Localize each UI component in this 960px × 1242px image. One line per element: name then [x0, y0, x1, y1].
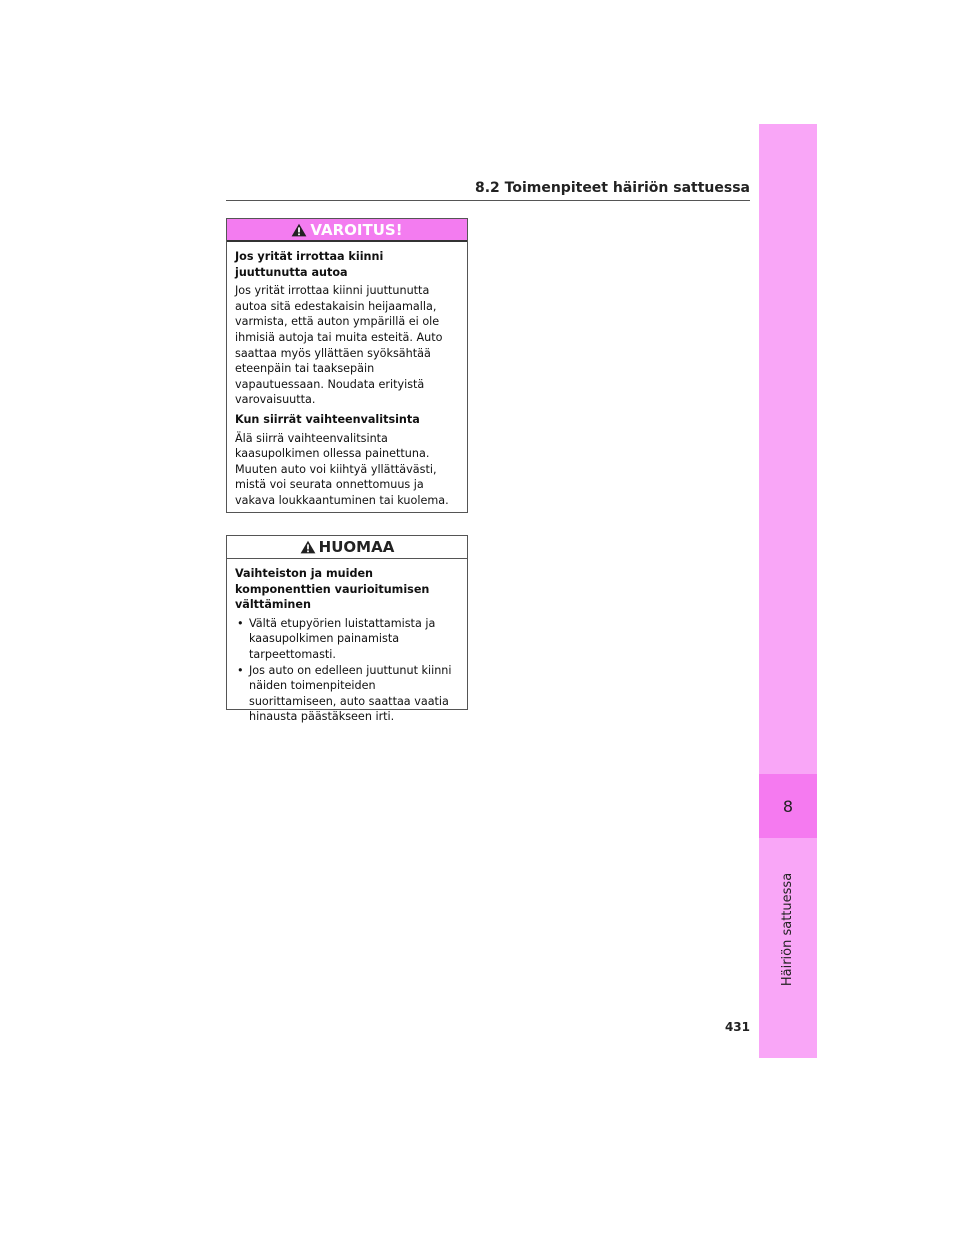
warning-header — [227, 219, 467, 242]
warning-title: VAROITUS! — [310, 220, 403, 239]
warning-text-shift: Älä siirrä vaihteenvalitsinta kaasupolkimen ollessa painettuna. Muuten auto voi kiihtyä yllättävästi, mistä voi seurata onnettomuus ja vakava loukkaantuminen tai kuolema. — [235, 431, 449, 507]
warning-heading-stuck: Jos yrität irrottaa kiinni juuttunutta autoa — [235, 250, 384, 279]
warning-heading-shift: Kun siirrät vaihteenvalitsinta — [235, 412, 420, 426]
warning-box — [226, 218, 468, 513]
notice-body — [227, 559, 467, 725]
chapter-title-container — [759, 849, 817, 1009]
notice-heading: Vaihteiston ja muiden komponenttien vaurioitumisen välttäminen — [235, 567, 430, 612]
notice-header — [227, 536, 467, 559]
notice-title: HUOMAA — [318, 538, 395, 556]
notice-box — [226, 535, 468, 724]
list-item: • Jos auto on edelleen juuttunut kiinni näiden toimenpiteiden suorittamiseen, auto saattaa vaatia hinausta päästäkseen irti. — [235, 663, 459, 725]
warning-triangle-icon — [291, 223, 307, 237]
section-header: 8.2 Toimenpiteet häiriön sattuessa — [226, 178, 750, 201]
warning-triangle-icon — [300, 540, 316, 554]
notice-bullet-list — [235, 616, 459, 725]
chapter-side-tab — [759, 124, 817, 1058]
chapter-number: 8 — [759, 774, 817, 838]
warning-body — [227, 242, 467, 509]
chapter-title: Häiriön sattuessa — [780, 872, 796, 986]
list-item: • Vältä etupyörien luistattamista ja kaasupolkimen painamista tarpeettomasti. — [235, 616, 459, 663]
warning-text-stuck: Jos yrität irrottaa kiinni juuttunutta autoa sitä edestakaisin heijaamalla, varmista, että auton ympärillä ei ole ihmisiä autoja tai muita esteitä. Auto saattaa myös yllättäen syöksähtää eteenpäin tai taaksepäin vapautuessaan. Noudata erityistä varovaisuutta. — [235, 284, 443, 407]
page-number: 431 — [724, 1020, 750, 1034]
